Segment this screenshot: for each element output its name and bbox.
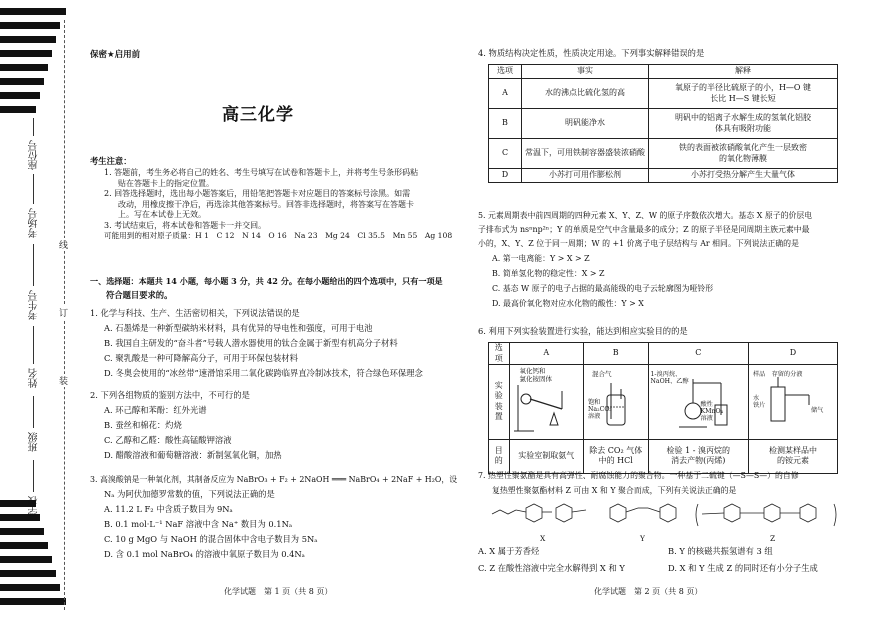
binding-strip bbox=[0, 0, 78, 630]
option: C. Z 在酸性溶液中完全水解得到 X 和 Y bbox=[478, 563, 625, 573]
page-footer: 化学试题 第 2 页（共 8 页） bbox=[594, 587, 703, 596]
question-6-stem: 6. 利用下列实验装置进行实验，能达到相应实验目的的是 bbox=[478, 326, 688, 336]
cell-line: 检测某样品中 bbox=[769, 445, 817, 455]
cell-line: 实验 bbox=[494, 380, 503, 401]
option: A. 11.2 L F₂ 中含质子数目为 9Nₐ bbox=[104, 504, 233, 514]
label-examnum: 考生号 bbox=[29, 290, 40, 320]
table-row bbox=[489, 79, 838, 109]
option: A. 环己醇和苯酚：红外光谱 bbox=[104, 405, 207, 415]
notice-line: 1. 答题前，考生务必将自己的姓名、考生号填写在试卷和答题卡上，并将考生号条形码粘 bbox=[104, 168, 419, 177]
label-room: 考场号 bbox=[29, 208, 40, 238]
option: D. 含 0.1 mol NaBrO₄ 的溶液中氧原子数目为 0.4Nₐ bbox=[104, 549, 305, 559]
binding-bar bbox=[0, 584, 60, 591]
table-header: A bbox=[509, 343, 584, 365]
table-row bbox=[489, 169, 838, 183]
diagram-text: KMnO₄ bbox=[700, 408, 723, 415]
table-cell bbox=[584, 439, 649, 473]
diagram-label bbox=[701, 401, 724, 422]
notices bbox=[104, 168, 454, 242]
diagram-text: 1-溴丙烷、 bbox=[650, 371, 682, 378]
structure-label-z: Z bbox=[770, 534, 776, 543]
table-row bbox=[489, 439, 838, 473]
diagram-text: 铁片 bbox=[753, 402, 766, 409]
atomic-mass-line: 可能用到的相对原子质量：H 1 C 12 N 14 O 16 Na 23 Mg 24 Cl 35.5 Mn 55 Ag 108 bbox=[104, 231, 453, 240]
question-stem: 3. 高溴酸钠是一种氧化剂，其制备反应为 NaBrO₃ + F₂ + 2NaOH ═══ NaBrO₄ + 2NaF + H₂O，设 bbox=[90, 475, 458, 484]
diagram-text: 饱和 bbox=[588, 399, 601, 406]
apparatus-a bbox=[509, 365, 584, 440]
secret-label: 保密★启用前 bbox=[90, 50, 141, 60]
q6-table bbox=[488, 342, 838, 474]
binding-bar bbox=[0, 64, 48, 71]
binding-bar bbox=[0, 570, 56, 577]
structure-label-x: X bbox=[540, 534, 546, 543]
question-stem-cont: Nₐ 为阿伏加德罗常数的值，下列说法正确的是 bbox=[104, 489, 275, 499]
table-row bbox=[489, 139, 838, 169]
q4-table bbox=[488, 64, 838, 183]
label-school: 学校 bbox=[29, 496, 40, 516]
label-name: 姓名 bbox=[29, 368, 40, 388]
option: A. 石墨烯是一种新型碳纳米材料，具有优异的导电性和强度，可用于电池 bbox=[104, 323, 373, 333]
binding-bar bbox=[0, 106, 36, 113]
notice-title: 考生注意： bbox=[90, 156, 132, 166]
table-cell: A bbox=[489, 79, 522, 109]
binding-bar bbox=[0, 36, 56, 43]
notice-line: 3. 考试结束后，将本试卷和答题卡一并交回。 bbox=[104, 220, 267, 230]
page-title: 高三化学 bbox=[222, 105, 294, 125]
table-header: 选项 bbox=[489, 65, 522, 79]
notice-line: 改动，用橡皮擦干净后，再选涂其他答案标号。回答非选择题时，将答案写在答题卡 bbox=[118, 199, 414, 209]
table-row bbox=[489, 109, 838, 139]
notice-line: 贴在答题卡上的指定位置。 bbox=[118, 178, 214, 188]
table-header: 选项 bbox=[489, 343, 510, 365]
diagram-text: 样品 bbox=[753, 371, 766, 378]
label-seat: 座位号 bbox=[29, 140, 40, 170]
question-3 bbox=[90, 474, 458, 560]
option: D. 最高价氧化物对应水化物的酸性：Y > X bbox=[492, 299, 644, 308]
option: D. 冬奥会使用的“冰丝带”速滑馆采用二氧化碳跨临界直冷制冰技术，符合绿色环保理念 bbox=[104, 368, 423, 378]
q7-options bbox=[478, 546, 850, 574]
cell-line: 的氧化物薄膜 bbox=[719, 153, 767, 163]
diagram-text: 酸性 bbox=[700, 401, 713, 408]
structure-label-y: Y bbox=[640, 534, 645, 543]
diagram-label bbox=[753, 371, 803, 378]
diagram-label bbox=[520, 368, 553, 383]
option: C. 基态 W 原子的电子占据的最高能级的电子云轮廓图为哑铃形 bbox=[492, 284, 714, 293]
binding-bar bbox=[0, 556, 52, 563]
diagram-text: 溶液 bbox=[588, 413, 601, 420]
table-cell: C bbox=[489, 139, 522, 169]
label-class: 班级 bbox=[29, 432, 40, 452]
question-stem: 7. 热塑性聚氨酯是具有高弹性、耐腐蚀能力的聚合物。一种基于二硫键（—S—S—）的自修 bbox=[478, 471, 799, 480]
table-cell: 目的 bbox=[489, 439, 510, 473]
table-cell: D bbox=[489, 169, 522, 183]
question-1 bbox=[90, 308, 450, 379]
table-cell bbox=[649, 79, 838, 109]
diagram-text: 氯化铵固体 bbox=[519, 374, 552, 383]
table-header: D bbox=[749, 343, 838, 365]
diagram-text: 混合气 bbox=[592, 370, 612, 378]
diagram-label bbox=[753, 395, 765, 409]
option: C. 聚乳酸是一种可降解高分子，可用于环保包装材料 bbox=[104, 353, 298, 363]
question-7 bbox=[478, 470, 850, 496]
cell-line: 实验室制取氨气 bbox=[518, 450, 575, 460]
diagram-text: 存留的分液 bbox=[771, 371, 803, 378]
section-heading: 一、选择题：本题共 14 小题，每小题 3 分，共 42 分。在每小题给出的四个选项中，只有一项是 bbox=[90, 276, 443, 286]
diagram-text: Na₂CO₃ bbox=[588, 406, 612, 413]
notice-line: 上。写在本试卷上无效。 bbox=[118, 210, 206, 219]
table-cell: 水的沸点比硫化氢的高 bbox=[522, 79, 649, 109]
option: D. X 和 Y 生成 Z 的同时还有小分子生成 bbox=[668, 563, 818, 573]
table-cell bbox=[749, 439, 838, 473]
table-cell bbox=[649, 109, 838, 139]
table-cell: B bbox=[489, 109, 522, 139]
option: C. 乙醇和乙醛：酸性高锰酸钾溶液 bbox=[104, 435, 232, 445]
question-4-stem: 4. 物质结构决定性质，性质决定用途。下列事实解释错误的是 bbox=[478, 48, 705, 58]
binding-bar bbox=[0, 528, 44, 535]
table-header: 解释 bbox=[649, 65, 838, 79]
apparatus-b bbox=[584, 365, 649, 440]
apparatus-c bbox=[648, 365, 749, 440]
question-stem: 小的，X、Y、Z 位于同一周期；W 的 +1 价离子电子层结构与 Ar 相同。下列说法正确的是 bbox=[478, 239, 799, 248]
question-stem: 1. 化学与科技、生产、生活密切相关，下列说法错误的是 bbox=[90, 308, 300, 318]
option: B. Y 的核磁共振氢谱有 3 组 bbox=[668, 546, 773, 556]
table-cell bbox=[648, 439, 749, 473]
cut-mark: 线 bbox=[59, 238, 68, 251]
table-header: B bbox=[584, 343, 649, 365]
cell-line: 中的 HCl bbox=[598, 456, 633, 465]
table-cell bbox=[649, 139, 838, 169]
question-stem: 子排布式为 nsⁿnp²ⁿ；Y 的单质是空气中含量最多的成分；Z 的原子半径是同周期主族元素中最 bbox=[478, 225, 810, 234]
table-cell: 明矾能净水 bbox=[522, 109, 649, 139]
option: B. 蚕丝和棉花：灼烧 bbox=[104, 420, 182, 430]
question-2 bbox=[90, 390, 450, 461]
cut-mark: 订 bbox=[59, 306, 68, 319]
binding-bar bbox=[0, 598, 66, 605]
question-stem: 5. 元素周期表中前四周期的四种元素 X、Y、Z、W 的原子序数依次增大。基态 X 原子的价层电 bbox=[478, 211, 813, 220]
table-cell: 常温下，可用铁制容器盛装浓硝酸 bbox=[522, 139, 649, 169]
apparatus-d bbox=[749, 365, 838, 440]
cell-line: 装置 bbox=[494, 401, 503, 422]
cell-line: 除去 CO₂ 气体 bbox=[589, 445, 643, 455]
option: B. 0.1 mol·L⁻¹ NaF 溶液中含 Na⁺ 数目为 0.1Nₐ bbox=[104, 519, 293, 529]
cell-line: 铁的表面被浓硝酸氧化产生一层致密 bbox=[679, 143, 807, 152]
binding-bar bbox=[0, 8, 66, 15]
section-heading-cont: 符合题目要求的。 bbox=[106, 290, 173, 300]
table-cell bbox=[509, 439, 584, 473]
option: A. 第一电离能：Y > X > Z bbox=[492, 254, 590, 263]
question-stem: 复热塑性聚氨酯材料 Z 可由 X 和 Y 聚合而成，下列有关说法正确的是 bbox=[492, 486, 737, 495]
table-cell: 小苏打受热分解产生大量气体 bbox=[649, 169, 838, 183]
option: D. 醋酸溶液和葡萄糖溶液：新制氢氧化铜，加热 bbox=[104, 450, 282, 460]
cell-line: 的铵元素 bbox=[777, 456, 809, 465]
cut-mark: 装 bbox=[59, 374, 68, 387]
diagram-text: 溶液 bbox=[700, 415, 713, 422]
question-5 bbox=[478, 210, 850, 309]
diagram-label bbox=[651, 371, 689, 385]
diagram-text: 储气 bbox=[811, 407, 824, 414]
option: C. 10 g MgO 与 NaOH 的混合固体中含电子数目为 5Nₐ bbox=[104, 534, 318, 544]
cell-line: 消去产物(丙烯) bbox=[671, 456, 726, 465]
diagram-label bbox=[811, 407, 823, 414]
cell-line: 长比 H—S 键长短 bbox=[710, 93, 776, 103]
option: B. 我国自主研发的“奋斗者”号载人潜水器使用的钛合金属于新型有机高分子材料 bbox=[104, 338, 398, 348]
cell-line: 检验 1 - 溴丙烷的 bbox=[666, 445, 730, 455]
diagram-text: NaOH、乙醇 bbox=[650, 378, 689, 385]
cell-line: 明矾中的铝离子水解生成的氢氧化铝胶 bbox=[675, 113, 811, 122]
option: B. 简单氢化物的稳定性：X > Z bbox=[492, 269, 605, 278]
binding-bar bbox=[0, 92, 40, 99]
table-cell: 小苏打可用作膨松剂 bbox=[522, 169, 649, 183]
cell-line: 氧原子的半径比硫原子的小，H—O 键 bbox=[674, 83, 812, 92]
diagram-label bbox=[592, 371, 612, 379]
cell-line: 体具有吸附功能 bbox=[715, 123, 771, 133]
binding-bar bbox=[0, 542, 48, 549]
diagram-label bbox=[588, 399, 612, 420]
binding-bar bbox=[0, 50, 52, 57]
diagram-text: 水 bbox=[753, 395, 760, 402]
table-header: C bbox=[648, 343, 749, 365]
q7-structures bbox=[486, 500, 848, 532]
table-row bbox=[489, 365, 838, 440]
notice-line: 2. 回答选择题时，选出每小题答案后，用铅笔把答题卡对应题目的答案标号涂黑。如需 bbox=[104, 189, 411, 198]
binding-bar bbox=[0, 22, 60, 29]
page-footer: 化学试题 第 1 页（共 8 页） bbox=[224, 587, 333, 596]
table-cell bbox=[489, 365, 510, 440]
table-header: 事实 bbox=[522, 65, 649, 79]
diagram-text: 氧化钙和 bbox=[519, 367, 546, 375]
question-stem: 2. 下列各组物质的鉴别方法中，不可行的是 bbox=[90, 390, 250, 400]
binding-bar bbox=[0, 78, 44, 85]
option: A. X 属于芳香烃 bbox=[478, 546, 540, 556]
